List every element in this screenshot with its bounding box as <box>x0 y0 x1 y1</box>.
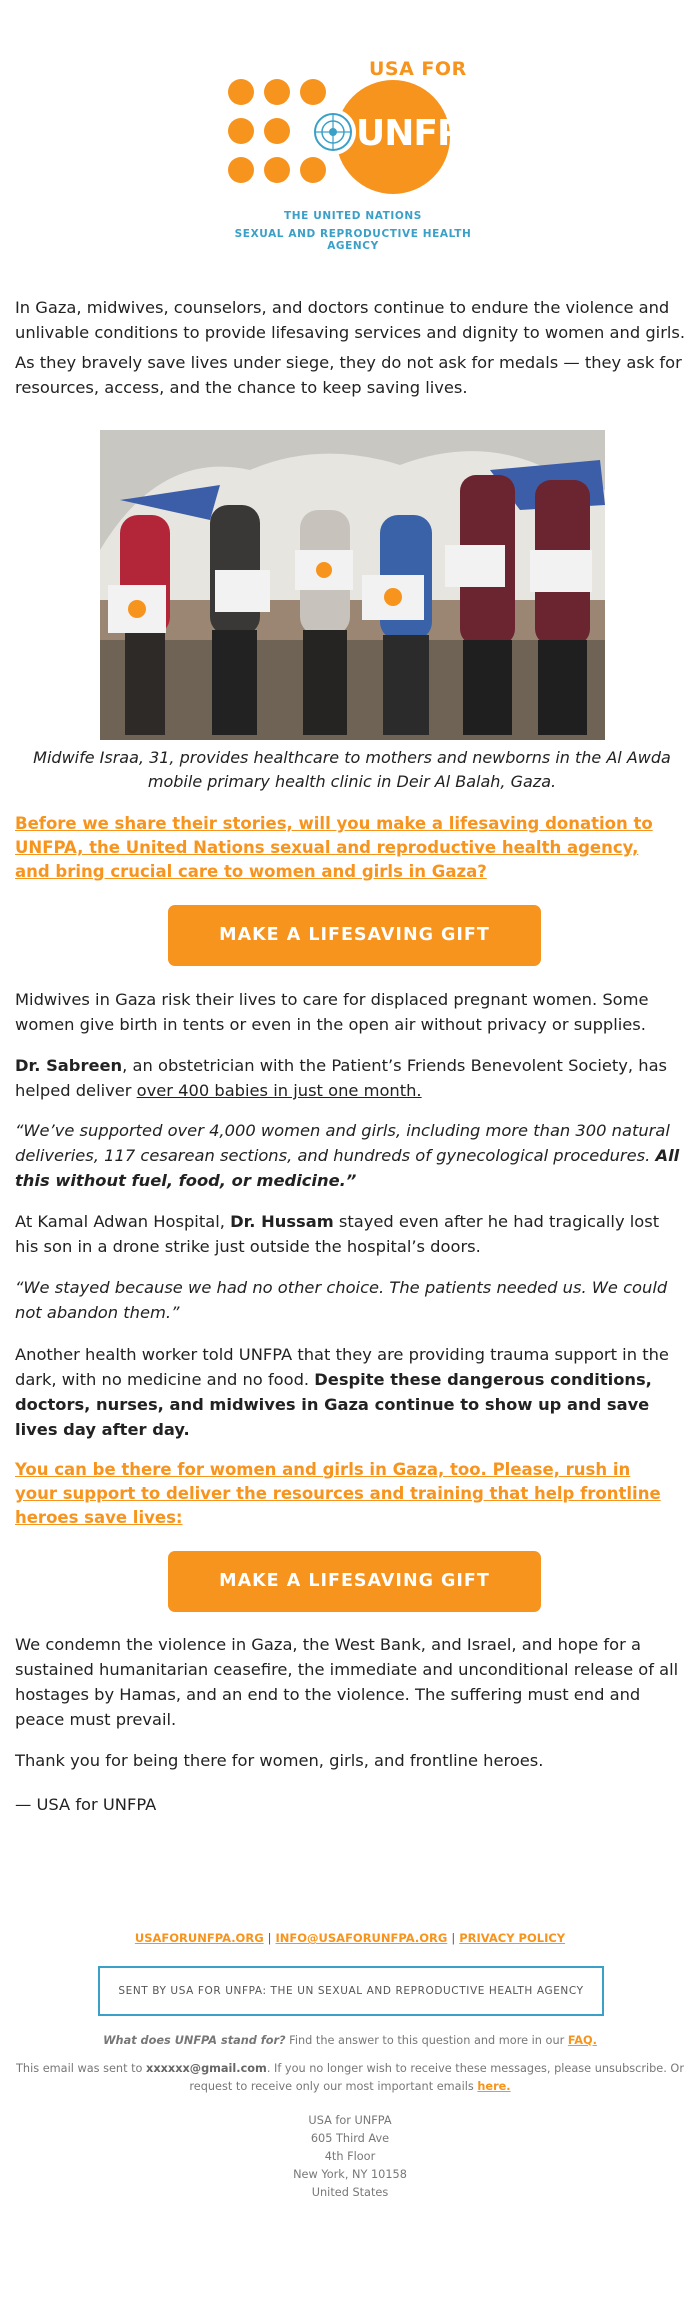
logo-usafor-text: USA FOR <box>369 58 467 80</box>
quote-hussam <box>15 1275 687 1325</box>
unsubscribe-notice <box>15 2060 685 2096</box>
faq-text: Find the answer to this question and more in our <box>285 2034 568 2047</box>
photo-caption: Midwife Israa, 31, provides healthcare to mothers and newborns in the Al Awda mobile primary health clinic in Deir Al Balah, Gaza. <box>33 748 671 791</box>
sent-to-text-b: . If you no longer wish to receive these messages, please unsubscribe. Or request to receive only our most important emails <box>189 2062 684 2093</box>
logo-dot <box>264 79 290 105</box>
hussam-text-a: At Kamal Adwan Hospital, <box>15 1212 231 1231</box>
footer-link-website[interactable]: USAFORUNFPA.ORG <box>134 1931 264 1945</box>
body-paragraph-midwives: Midwives in Gaza risk their lives to care for displaced pregnant women. Some women give birth in tents or even in the open air without privacy or supplies. <box>15 990 649 1034</box>
address-line-street: 605 Third Ave <box>310 2132 390 2145</box>
address-line-city: New York, NY 10158 <box>293 2168 407 2181</box>
preferences-link[interactable]: here. <box>477 2080 511 2093</box>
name-dr-sabreen: Dr. Sabreen <box>15 1056 123 1075</box>
hussam-text-b: stayed even after he had tragically lost his son in a drone strike just outside the hospital’s doors. <box>15 1212 660 1256</box>
quote-hussam-text: “We stayed because we had no other choice. The patients needed us. We could not abandon them.” <box>15 1278 668 1322</box>
footer-separator: | <box>451 1931 456 1945</box>
footer-links <box>0 1931 700 1945</box>
address-block <box>15 2112 685 2202</box>
sent-by-box: SENT BY USA FOR UNFPA: THE UN SEXUAL AND REPRODUCTIVE HEALTH AGENCY <box>98 1966 604 2016</box>
babies-delivered-link[interactable]: over 400 babies in just one month. <box>136 1081 422 1100</box>
name-dr-hussam: Dr. Hussam <box>230 1212 334 1231</box>
trauma-bold: Despite these dangerous conditions, doctors, nurses, and midwives in Gaza continue to show up and save lives day after day. <box>15 1370 652 1439</box>
closing-signoff: — USA for UNFPA <box>15 1795 157 1814</box>
body-paragraph-sabreen <box>15 1053 687 1103</box>
donation-appeal-link-2[interactable]: You can be there for women and girls in Gaza, too. Please, rush in your support to deliver the resources and training that help frontline heroes save lives: <box>15 1460 661 1527</box>
body-paragraph-hussam <box>15 1209 687 1259</box>
address-line-floor: 4th Floor <box>324 2150 376 2163</box>
faq-line <box>15 2032 685 2050</box>
logo-dot <box>228 118 254 144</box>
address-line-country: United States <box>311 2186 389 2199</box>
midwives-photo[interactable] <box>100 430 605 740</box>
sent-to-text-a: This email was sent to <box>16 2062 147 2075</box>
un-emblem-icon <box>310 109 356 155</box>
logo-tagline-line2: SEXUAL AND REPRODUCTIVE HEALTH AGENCY <box>234 228 472 252</box>
recipient-email: xxxxxx@gmail.com <box>146 2062 267 2075</box>
closing-thank-you: Thank you for being there for women, girls, and frontline heroes. <box>15 1751 544 1770</box>
intro-paragraph-1: In Gaza, midwives, counselors, and doctors continue to endure the violence and unlivable conditions to provide lifesaving services and dignity to women and girls. <box>15 298 686 342</box>
logo-dot <box>264 118 290 144</box>
donation-appeal-link-1[interactable]: Before we share their stories, will you make a lifesaving donation to UNFPA, the United Nations sexual and reproductive health agency, and bring crucial care to women and girls in Gaza? <box>15 814 653 881</box>
address-line-org: USA for UNFPA <box>308 2114 392 2127</box>
logo-dot <box>228 157 254 183</box>
footer-link-privacy[interactable]: PRIVACY POLICY <box>459 1931 566 1945</box>
intro-paragraph-2: As they bravely save lives under siege, they do not ask for medals — they ask for resources, access, and the chance to keep saving lives. <box>15 353 682 397</box>
quote-sabreen-bold: All this without fuel, food, or medicine.” <box>15 1146 680 1190</box>
photo-illustration <box>100 430 605 740</box>
sabreen-text: , an obstetrician with the Patient’s Friends Benevolent Society, has helped deliver <box>15 1056 668 1100</box>
logo-unfpa-text: UNFPA <box>356 113 486 154</box>
quote-sabreen <box>15 1118 687 1193</box>
footer-separator: | <box>267 1931 272 1945</box>
logo-tagline-line1: THE UNITED NATIONS <box>284 210 422 222</box>
logo-dot <box>264 157 290 183</box>
make-gift-button-1[interactable]: MAKE A LIFESAVING GIFT <box>168 905 541 966</box>
logo-dot <box>300 79 326 105</box>
logo-dot <box>300 157 326 183</box>
closing-paragraph-ceasefire: We condemn the violence in Gaza, the West Bank, and Israel, and hope for a sustained humanitarian ceasefire, the immediate and unconditional release of all hostages by Hamas, and an end to the violence. The suffering must end and peace must prevail. <box>15 1635 679 1729</box>
faq-question: What does UNFPA stand for? <box>103 2034 286 2047</box>
trauma-text: Another health worker told UNFPA that they are providing trauma support in the dark, with no medicine and no food. <box>15 1345 669 1389</box>
quote-sabreen-text: “We’ve supported over 4,000 women and girls, including more than 300 natural deliveries, 117 cesarean sections, and hundreds of gynecological procedures. <box>15 1121 670 1165</box>
usa-for-unfpa-logo[interactable] <box>228 58 486 252</box>
logo-dot <box>228 79 254 105</box>
faq-link[interactable]: FAQ. <box>567 2034 597 2047</box>
make-gift-button-2[interactable]: MAKE A LIFESAVING GIFT <box>168 1551 541 1612</box>
body-paragraph-trauma <box>15 1342 687 1442</box>
footer-link-email[interactable]: INFO@USAFORUNFPA.ORG <box>275 1931 448 1945</box>
